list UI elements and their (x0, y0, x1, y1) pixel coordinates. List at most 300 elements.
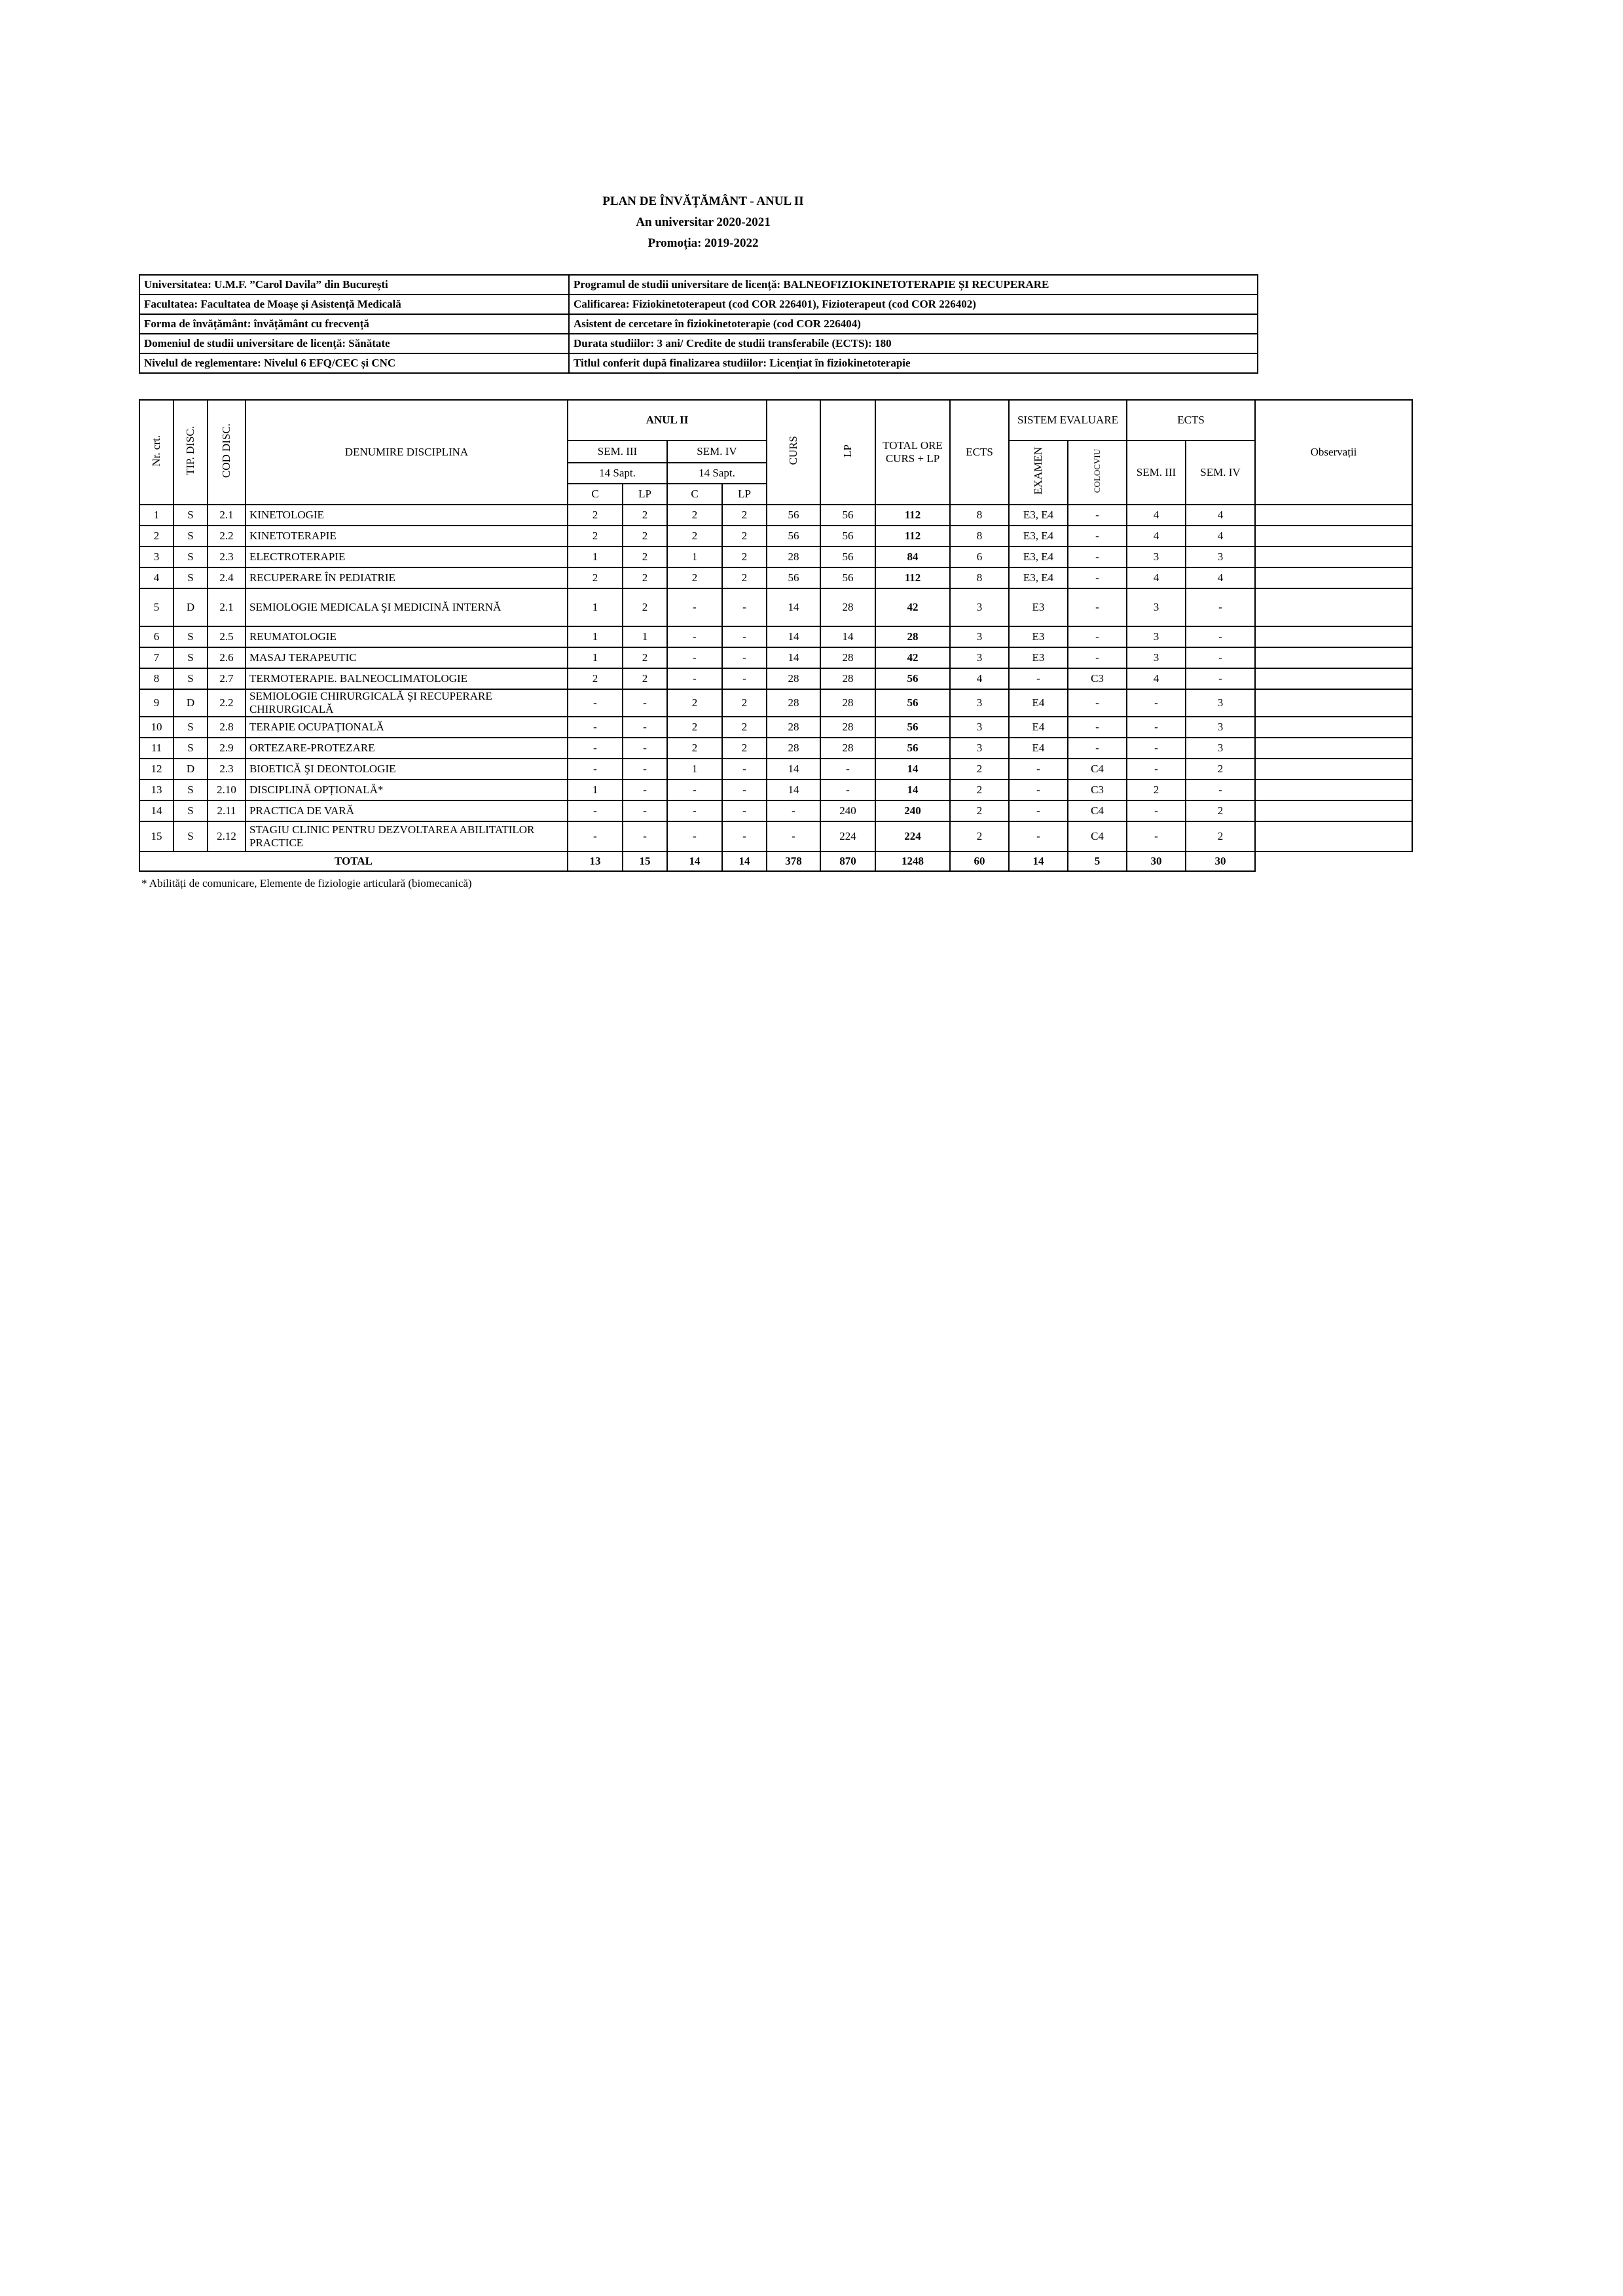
info-row (139, 353, 1258, 373)
table-cell: 7 (139, 647, 173, 668)
table-cell: S (173, 717, 208, 738)
table-cell: 28 (820, 647, 875, 668)
table-cell: - (1009, 821, 1068, 852)
table-cell: 6 (950, 547, 1009, 567)
table-cell: 3 (950, 588, 1009, 626)
table-cell: 3 (1127, 588, 1186, 626)
table-cell: - (623, 717, 667, 738)
header-sem3: SEM. III (568, 440, 667, 463)
table-cell: 9 (139, 689, 173, 717)
table-cell: - (1186, 626, 1255, 647)
header-c-sem3: C (568, 484, 623, 505)
table-row (139, 505, 1412, 526)
table-cell: 4 (950, 668, 1009, 689)
table-cell: - (1068, 567, 1127, 588)
table-cell: 14 (820, 626, 875, 647)
table-cell: E3 (1009, 647, 1068, 668)
table-cell: - (722, 626, 767, 647)
table-cell: - (667, 668, 722, 689)
table-cell: 28 (820, 689, 875, 717)
table-cell: - (722, 647, 767, 668)
total-row (139, 852, 1412, 871)
header-c-sem4: C (667, 484, 722, 505)
table-cell: S (173, 738, 208, 759)
table-cell: 2.2 (208, 526, 246, 547)
table-cell: 2.3 (208, 759, 246, 780)
table-cell: 112 (875, 567, 950, 588)
document-title-block (0, 191, 1406, 254)
table-cell: 2 (1186, 759, 1255, 780)
table-cell: 1 (623, 626, 667, 647)
table-cell: 1 (568, 547, 623, 567)
total-cell: 13 (568, 852, 623, 871)
table-cell: - (1068, 505, 1127, 526)
table-cell: 2 (568, 505, 623, 526)
table-cell: 2 (1186, 821, 1255, 852)
table-cell: 3 (1127, 647, 1186, 668)
table-cell: E3, E4 (1009, 547, 1068, 567)
table-cell: 28 (767, 717, 820, 738)
table-cell: 3 (950, 738, 1009, 759)
info-duration: Durata studiilor: 3 ani/ Credite de studii transferabile (ECTS): 180 (569, 334, 1258, 353)
table-cell: 28 (875, 626, 950, 647)
table-cell: 3 (1186, 717, 1255, 738)
footnote: * Abilități de comunicare, Elemente de fiziologie articulară (biomecanică) (141, 877, 472, 889)
total-cell: 30 (1127, 852, 1186, 871)
table-cell: 8 (950, 505, 1009, 526)
table-cell: 2 (623, 567, 667, 588)
table-cell: - (568, 759, 623, 780)
table-cell: E4 (1009, 689, 1068, 717)
table-cell: 42 (875, 647, 950, 668)
header-ects-sem4: SEM. IV (1186, 440, 1255, 505)
header-observatii: Observații (1255, 400, 1412, 505)
table-cell: - (1068, 647, 1127, 668)
table-row (139, 738, 1412, 759)
table-cell: S (173, 505, 208, 526)
table-cell: - (1009, 800, 1068, 821)
table-cell: - (1127, 717, 1186, 738)
table-cell: E3, E4 (1009, 567, 1068, 588)
table-cell: - (568, 800, 623, 821)
discipline-name: BIOETICĂ ŞI DEONTOLOGIE (246, 759, 568, 780)
table-cell (1255, 689, 1412, 717)
table-cell: 3 (1127, 547, 1186, 567)
table-cell: 28 (820, 668, 875, 689)
table-cell: E3 (1009, 588, 1068, 626)
info-program: Programul de studii universitare de licență: BALNEOFIZIOKINETOTERAPIE ȘI RECUPERARE (569, 275, 1258, 295)
promotion: Promoția: 2019-2022 (647, 236, 759, 250)
table-cell: C4 (1068, 800, 1127, 821)
table-cell: - (1068, 526, 1127, 547)
table-cell: 1 (568, 780, 623, 800)
table-cell: 3 (1127, 626, 1186, 647)
table-cell: 1 (667, 547, 722, 567)
table-cell: 28 (820, 588, 875, 626)
table-cell (1255, 588, 1412, 626)
header-anul: ANUL II (568, 400, 767, 440)
table-cell: 2.9 (208, 738, 246, 759)
table-cell (1255, 547, 1412, 567)
table-cell: - (767, 800, 820, 821)
table-cell: 14 (875, 780, 950, 800)
discipline-name: SEMIOLOGIE CHIRURGICALĂ ŞI RECUPERARE CHIRURGICALĂ (246, 689, 568, 717)
table-cell: 2 (568, 567, 623, 588)
table-cell: S (173, 647, 208, 668)
table-cell: 2 (667, 717, 722, 738)
table-cell: - (1068, 738, 1127, 759)
table-cell: C4 (1068, 821, 1127, 852)
table-cell: 14 (767, 780, 820, 800)
table-cell: 12 (139, 759, 173, 780)
table-cell: 4 (1127, 668, 1186, 689)
table-cell: 224 (875, 821, 950, 852)
table-cell: - (623, 689, 667, 717)
table-cell (1255, 668, 1412, 689)
table-cell: 56 (820, 547, 875, 567)
table-cell: 14 (767, 588, 820, 626)
discipline-name: KINETOTERAPIE (246, 526, 568, 547)
table-cell: 3 (1186, 738, 1255, 759)
table-cell: - (722, 821, 767, 852)
info-qualification-2: Asistent de cercetare în fiziokinetoterapie (cod COR 226404) (569, 314, 1258, 334)
table-cell: 2 (623, 647, 667, 668)
table-cell: 4 (1186, 526, 1255, 547)
table-cell: E4 (1009, 717, 1068, 738)
header-lp-sem3: LP (623, 484, 667, 505)
table-cell: - (568, 717, 623, 738)
table-row (139, 689, 1412, 717)
table-cell: - (1127, 759, 1186, 780)
table-cell: C4 (1068, 759, 1127, 780)
table-cell: 56 (820, 505, 875, 526)
header-examen: EXAMEN (1009, 440, 1068, 505)
table-cell: 2 (722, 567, 767, 588)
table-cell: 4 (1127, 505, 1186, 526)
table-cell: 14 (767, 759, 820, 780)
table-cell (1255, 738, 1412, 759)
table-cell: 5 (139, 588, 173, 626)
table-cell: 4 (1127, 526, 1186, 547)
table-cell: D (173, 588, 208, 626)
table-cell: 56 (767, 505, 820, 526)
total-spacer (1255, 852, 1412, 871)
table-cell: 2 (623, 588, 667, 626)
table-cell: S (173, 780, 208, 800)
table-cell: 2 (950, 821, 1009, 852)
table-cell: - (722, 800, 767, 821)
discipline-name: REUMATOLOGIE (246, 626, 568, 647)
table-cell: - (667, 647, 722, 668)
table-cell: 2.1 (208, 588, 246, 626)
discipline-name: PRACTICA DE VARĂ (246, 800, 568, 821)
table-cell: S (173, 547, 208, 567)
table-cell: 3 (1186, 689, 1255, 717)
table-cell (1255, 800, 1412, 821)
table-cell: 112 (875, 505, 950, 526)
header-colocviu: COLOCVIU (1068, 440, 1127, 505)
table-cell: S (173, 526, 208, 547)
table-cell: 28 (767, 689, 820, 717)
discipline-name: STAGIU CLINIC PENTRU DEZVOLTAREA ABILITATILOR PRACTICE (246, 821, 568, 852)
info-university: Universitatea: U.M.F. ”Carol Davila” din București (139, 275, 569, 295)
header-ects-group: ECTS (1127, 400, 1255, 440)
table-cell: - (1186, 647, 1255, 668)
table-cell: 1 (568, 626, 623, 647)
table-cell: E4 (1009, 738, 1068, 759)
table-cell: 2 (568, 668, 623, 689)
table-cell: 2 (1127, 780, 1186, 800)
table-cell: - (1127, 821, 1186, 852)
table-cell: S (173, 800, 208, 821)
info-table (139, 274, 1258, 374)
table-cell: - (722, 759, 767, 780)
info-faculty: Facultatea: Facultatea de Moașe și Asistență Medicală (139, 295, 569, 314)
table-cell: 13 (139, 780, 173, 800)
total-cell: 60 (950, 852, 1009, 871)
header-weeks-sem4: 14 Sapt. (667, 463, 767, 484)
table-cell: 3 (950, 717, 1009, 738)
table-cell: 2.3 (208, 547, 246, 567)
table-cell: S (173, 626, 208, 647)
table-cell: - (1009, 780, 1068, 800)
total-cell: 14 (1009, 852, 1068, 871)
table-row (139, 626, 1412, 647)
table-row (139, 821, 1412, 852)
table-cell: 56 (767, 526, 820, 547)
table-cell: 2 (950, 800, 1009, 821)
study-plan-table (139, 399, 1413, 872)
info-row (139, 334, 1258, 353)
table-cell: 2.12 (208, 821, 246, 852)
table-body (139, 505, 1412, 852)
table-cell: 112 (875, 526, 950, 547)
total-cell: 14 (722, 852, 767, 871)
table-cell: 3 (950, 647, 1009, 668)
header-sem4: SEM. IV (667, 440, 767, 463)
table-cell: 1 (667, 759, 722, 780)
table-cell: 2 (568, 526, 623, 547)
table-cell: - (1009, 759, 1068, 780)
table-cell: 2 (623, 668, 667, 689)
table-row (139, 668, 1412, 689)
discipline-name: TERMOTERAPIE. BALNEOCLIMATOLOGIE (246, 668, 568, 689)
discipline-name: TERAPIE OCUPAȚIONALĂ (246, 717, 568, 738)
table-cell: 28 (767, 668, 820, 689)
table-cell: - (568, 689, 623, 717)
table-cell: D (173, 759, 208, 780)
table-cell (1255, 526, 1412, 547)
table-cell (1255, 505, 1412, 526)
total-cell: 5 (1068, 852, 1127, 871)
table-cell: D (173, 689, 208, 717)
header-lp-sem4: LP (722, 484, 767, 505)
table-cell: 2.5 (208, 626, 246, 647)
table-cell: 3 (950, 689, 1009, 717)
header-curs: CURS (767, 400, 820, 505)
table-row (139, 717, 1412, 738)
header-total-ore: TOTAL ORE CURS + LP (875, 400, 950, 505)
discipline-name: MASAJ TERAPEUTIC (246, 647, 568, 668)
table-cell: 8 (950, 567, 1009, 588)
table-cell (1255, 821, 1412, 852)
table-row (139, 780, 1412, 800)
info-form: Forma de învățământ: învățământ cu frecvență (139, 314, 569, 334)
total-cell: 378 (767, 852, 820, 871)
table-cell: 3 (950, 626, 1009, 647)
header-cod: COD DISC. (208, 400, 246, 505)
table-cell (1255, 626, 1412, 647)
table-cell (1255, 567, 1412, 588)
table-cell: 2 (1186, 800, 1255, 821)
table-cell: 4 (139, 567, 173, 588)
table-row (139, 759, 1412, 780)
table-cell: 1 (568, 647, 623, 668)
table-cell: 224 (820, 821, 875, 852)
discipline-name: DISCIPLINĂ OPȚIONALĂ* (246, 780, 568, 800)
table-cell: 3 (139, 547, 173, 567)
table-cell: S (173, 567, 208, 588)
discipline-name: ORTEZARE-PROTEZARE (246, 738, 568, 759)
table-cell: - (1127, 800, 1186, 821)
table-cell: 6 (139, 626, 173, 647)
table-cell: 14 (767, 626, 820, 647)
table-cell: - (1186, 780, 1255, 800)
table-cell: - (667, 588, 722, 626)
table-cell: 14 (139, 800, 173, 821)
table-cell: 2.7 (208, 668, 246, 689)
table-cell: E3 (1009, 626, 1068, 647)
discipline-name: ELECTROTERAPIE (246, 547, 568, 567)
table-cell: - (623, 800, 667, 821)
table-cell: 2 (722, 717, 767, 738)
table-cell: - (1009, 668, 1068, 689)
info-level: Nivelul de reglementare: Nivelul 6 EFQ/CEC și CNC (139, 353, 569, 373)
table-cell: 240 (875, 800, 950, 821)
table-cell: - (722, 668, 767, 689)
table-cell: 2.1 (208, 505, 246, 526)
table-cell: 2 (623, 505, 667, 526)
header-denumire: DENUMIRE DISCIPLINA (246, 400, 568, 505)
plan-title: PLAN DE ÎNVĂȚĂMÂNT - ANUL II (602, 194, 804, 208)
table-cell: C3 (1068, 668, 1127, 689)
table-cell: 56 (875, 668, 950, 689)
info-row (139, 275, 1258, 295)
table-cell: 56 (767, 567, 820, 588)
info-row (139, 314, 1258, 334)
header-ects-sem3: SEM. III (1127, 440, 1186, 505)
total-label: TOTAL (139, 852, 568, 871)
total-cell: 15 (623, 852, 667, 871)
table-cell: - (667, 626, 722, 647)
table-cell (1255, 759, 1412, 780)
table-row (139, 547, 1412, 567)
table-cell: - (722, 780, 767, 800)
table-cell: 28 (820, 738, 875, 759)
table-cell: 2 (667, 505, 722, 526)
table-cell: 2 (722, 689, 767, 717)
total-cell: 14 (667, 852, 722, 871)
table-cell: 10 (139, 717, 173, 738)
table-cell: 28 (820, 717, 875, 738)
table-cell: 2 (667, 567, 722, 588)
table-cell: - (1127, 738, 1186, 759)
table-cell: - (623, 759, 667, 780)
table-cell: - (1068, 689, 1127, 717)
total-cell: 1248 (875, 852, 950, 871)
table-row (139, 567, 1412, 588)
table-cell: - (820, 780, 875, 800)
table-cell (1255, 717, 1412, 738)
table-cell: - (667, 821, 722, 852)
table-cell: 2.10 (208, 780, 246, 800)
info-qualification: Calificarea: Fiziokinetoterapeut (cod COR 226401), Fizioterapeut (cod COR 226402) (569, 295, 1258, 314)
table-cell: 14 (767, 647, 820, 668)
header-weeks-sem3: 14 Sapt. (568, 463, 667, 484)
table-cell: 4 (1186, 505, 1255, 526)
table-cell: 4 (1186, 567, 1255, 588)
table-row (139, 526, 1412, 547)
table-cell: 28 (767, 738, 820, 759)
table-cell: 2 (623, 526, 667, 547)
table-cell: E3, E4 (1009, 505, 1068, 526)
header-nr: Nr. crt. (139, 400, 173, 505)
table-cell: 8 (950, 526, 1009, 547)
table-cell: 11 (139, 738, 173, 759)
table-cell: 2.6 (208, 647, 246, 668)
table-cell: C3 (1068, 780, 1127, 800)
table-cell: 56 (820, 526, 875, 547)
table-cell: 2 (667, 689, 722, 717)
table-cell: - (1186, 668, 1255, 689)
discipline-name: KINETOLOGIE (246, 505, 568, 526)
table-cell: 1 (139, 505, 173, 526)
table-cell: - (722, 588, 767, 626)
info-title-conferred: Titlul conferit după finalizarea studiilor: Licențiat în fiziokinetoterapie (569, 353, 1258, 373)
table-cell: 4 (1127, 567, 1186, 588)
table-cell: - (1068, 588, 1127, 626)
table-cell: 2.11 (208, 800, 246, 821)
table-cell: 15 (139, 821, 173, 852)
table-cell: 2 (722, 505, 767, 526)
table-cell: 2 (667, 526, 722, 547)
table-cell: - (667, 800, 722, 821)
table-cell: 3 (1186, 547, 1255, 567)
table-row (139, 800, 1412, 821)
table-cell (1255, 647, 1412, 668)
table-cell: - (820, 759, 875, 780)
total-cell: 870 (820, 852, 875, 871)
info-row (139, 295, 1258, 314)
table-cell: 2.4 (208, 567, 246, 588)
table-cell: - (1186, 588, 1255, 626)
table-cell: 2 (667, 738, 722, 759)
table-cell: 8 (139, 668, 173, 689)
table-cell: 2 (623, 547, 667, 567)
academic-year: An universitar 2020-2021 (636, 215, 771, 229)
table-cell: 2.2 (208, 689, 246, 717)
table-cell: 2 (950, 780, 1009, 800)
table-cell: 2 (139, 526, 173, 547)
table-cell: 84 (875, 547, 950, 567)
table-cell: - (1068, 717, 1127, 738)
table-cell: 240 (820, 800, 875, 821)
header-sistem-evaluare: SISTEM EVALUARE (1009, 400, 1127, 440)
table-cell: - (623, 738, 667, 759)
table-cell: - (568, 821, 623, 852)
table-cell: S (173, 821, 208, 852)
table-cell: 2 (722, 526, 767, 547)
